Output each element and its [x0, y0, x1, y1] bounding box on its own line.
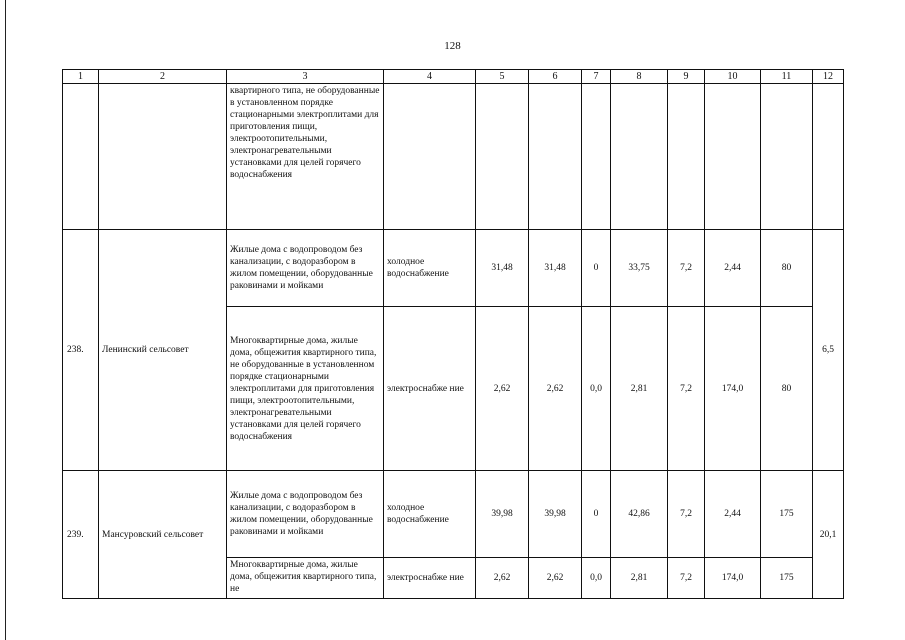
cell-col11: 80 — [761, 307, 813, 471]
cell-col9: 7,2 — [668, 558, 705, 599]
cell-col9: 7,2 — [668, 307, 705, 471]
housing-description: квартирного типа, не оборудованные в установленном порядке стационарными электроплитами для приготовления пищи, электроотопительными, электронагревательными установками для целей горячего водоснабжения — [227, 84, 384, 230]
utility-service: электроснабже ние — [384, 307, 476, 471]
header-cell: 1 — [63, 70, 99, 84]
header-cell: 5 — [476, 70, 529, 84]
cell-col11: 175 — [761, 558, 813, 599]
settlement-number: 238. — [63, 230, 99, 471]
header-cell: 3 — [227, 70, 384, 84]
cell-col7: 0,0 — [582, 307, 611, 471]
cell-col9: 7,2 — [668, 230, 705, 307]
header-cell: 7 — [582, 70, 611, 84]
housing-description: Жилые дома с водопроводом без канализации, с водоразбором в жилом помещении, оборудованные раковинами и мойками — [227, 471, 384, 558]
table-row — [63, 471, 844, 558]
cell-col10: 2,44 — [705, 471, 761, 558]
header-cell: 9 — [668, 70, 705, 84]
header-cell: 12 — [813, 70, 844, 84]
header-cell: 11 — [761, 70, 813, 84]
header-cell: 4 — [384, 70, 476, 84]
tariff-table — [62, 69, 844, 599]
cell-col6: 2,62 — [529, 558, 582, 599]
settlement-number: 239. — [63, 471, 99, 599]
cell-col8: 2,81 — [611, 307, 668, 471]
page-number: 128 — [444, 40, 461, 52]
table-row — [63, 230, 844, 307]
cell-col10: 174,0 — [705, 558, 761, 599]
cell-col8: 2,81 — [611, 558, 668, 599]
header-cell: 8 — [611, 70, 668, 84]
cell-col10: 2,44 — [705, 230, 761, 307]
utility-service: холодное водоснабжение — [384, 471, 476, 558]
cell-col7: 0 — [582, 230, 611, 307]
cell-col10: 174,0 — [705, 307, 761, 471]
utility-service: холодное водоснабжение — [384, 230, 476, 307]
header-cell: 2 — [99, 70, 227, 84]
cell-col5: 31,48 — [476, 230, 529, 307]
header-cell: 10 — [705, 70, 761, 84]
cell-col8: 33,75 — [611, 230, 668, 307]
cell-col7: 0 — [582, 471, 611, 558]
cell-col5: 39,98 — [476, 471, 529, 558]
settlement-name: Ленинский сельсовет — [99, 230, 227, 471]
cell-col7: 0,0 — [582, 558, 611, 599]
cell-col6: 2,62 — [529, 307, 582, 471]
cell-col9: 7,2 — [668, 471, 705, 558]
housing-description: Многоквартирные дома, жилые дома, общежития квартирного типа, не оборудованные в установленном порядке стационарными электроплитами для приготовления пищи, электроотопительными, электронагревательными установками для целей горячего водоснабжения — [227, 307, 384, 471]
cell-col6: 39,98 — [529, 471, 582, 558]
cell-col12: 20,1 — [813, 471, 844, 599]
housing-description: Многоквартирные дома, жилые дома, общежития квартирного типа, не — [227, 558, 384, 599]
housing-description: Жилые дома с водопроводом без канализации, с водоразбором в жилом помещении, оборудованные раковинами и мойками — [227, 230, 384, 307]
scan-edge-line — [5, 0, 6, 640]
utility-service: электроснабже ние — [384, 558, 476, 599]
cell-col8: 42,86 — [611, 471, 668, 558]
table-header-row — [63, 70, 844, 84]
cell-col6: 31,48 — [529, 230, 582, 307]
cell-col11: 175 — [761, 471, 813, 558]
table-row-continued — [63, 84, 844, 230]
cell-col5: 2,62 — [476, 558, 529, 599]
cell-col11: 80 — [761, 230, 813, 307]
cell-col12: 6,5 — [813, 230, 844, 471]
settlement-name: Мансуровский сельсовет — [99, 471, 227, 599]
cell-col5: 2,62 — [476, 307, 529, 471]
header-cell: 6 — [529, 70, 582, 84]
